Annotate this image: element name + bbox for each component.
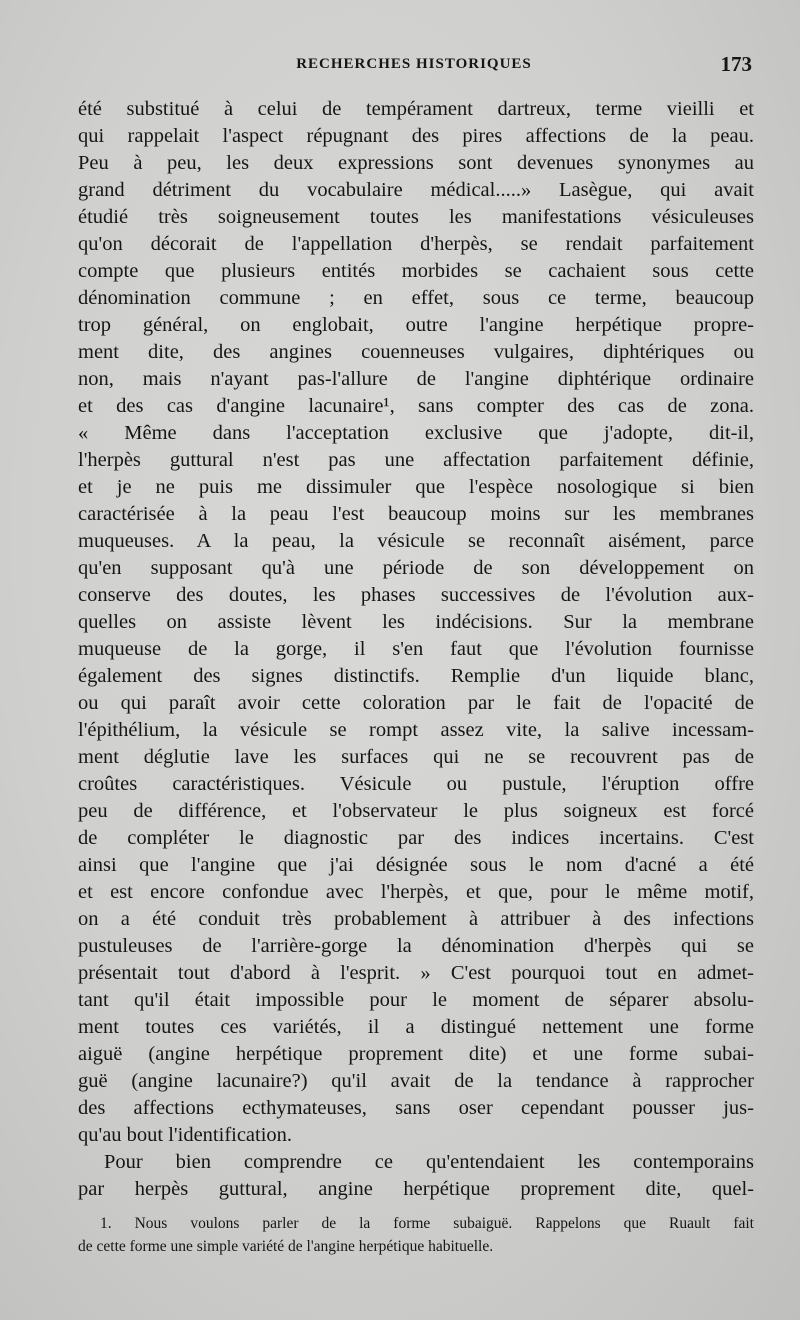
text-line: tant qu'il était impossible pour le moment de séparer absolu- xyxy=(78,989,754,1011)
text-line: qu'au bout l'identification. xyxy=(78,1124,293,1146)
text-line: muqueuse de la gorge, il s'en faut que l'évolution fournisse xyxy=(78,638,754,660)
text-line: et est encore confondue avec l'herpès, et que, pour le même motif, xyxy=(78,881,754,903)
text-line: muqueuses. A la peau, la vésicule se reconnaît aisément, parce xyxy=(78,530,754,552)
text-line: de compléter le diagnostic par des indices incertains. C'est xyxy=(78,827,754,849)
text-line: ou qui paraît avoir cette coloration par le fait de l'opacité de xyxy=(78,692,754,714)
running-head: RECHERCHES HISTORIQUES xyxy=(296,56,532,72)
page-number: 173 xyxy=(720,52,752,76)
text-line: ment déglutie lave les surfaces qui ne se recouvrent pas de xyxy=(78,746,754,768)
text-line: été substitué à celui de tempérament dartreux, terme vieilli et xyxy=(78,98,754,120)
text-line: présentait tout d'abord à l'esprit. » C'est pourquoi tout en admet- xyxy=(78,962,754,984)
text-line: l'herpès guttural n'est pas une affectation parfaitement définie, xyxy=(78,449,754,471)
text-line: compte que plusieurs entités morbides se cachaient sous cette xyxy=(78,260,754,282)
text-line: aiguë (angine herpétique proprement dite) et une forme subai- xyxy=(78,1043,754,1065)
text-line: pustuleuses de l'arrière-gorge la dénomination d'herpès qui se xyxy=(78,935,754,957)
main-text xyxy=(78,96,754,1203)
text-line: des affections ecthymateuses, sans oser cependant pousser jus- xyxy=(78,1097,754,1119)
text-line: par herpès guttural, angine herpétique proprement dite, quel- xyxy=(78,1178,754,1200)
text-line: également des signes distinctifs. Remplie d'un liquide blanc, xyxy=(78,665,754,687)
text-line: on a été conduit très probablement à attribuer à des infections xyxy=(78,908,754,930)
text-line: Peu à peu, les deux expressions sont devenues synonymes au xyxy=(78,152,754,174)
text-line: trop général, on englobait, outre l'angine herpétique propre- xyxy=(78,314,754,336)
text-line: et des cas d'angine lacunaire¹, sans compter des cas de zona. xyxy=(78,395,754,417)
footnotes xyxy=(78,1212,754,1258)
text-line: « Même dans l'acceptation exclusive que j'adopte, dit-il, xyxy=(78,422,754,444)
text-line: guë (angine lacunaire?) qu'il avait de la tendance à rapprocher xyxy=(78,1070,754,1092)
text-line: l'épithélium, la vésicule se rompt assez vite, la salive incessam- xyxy=(78,719,754,741)
text-line: qu'en supposant qu'à une période de son développement on xyxy=(78,557,754,579)
text-line: étudié très soigneusement toutes les manifestations vésiculeuses xyxy=(78,206,754,228)
page-header xyxy=(76,52,752,82)
text-line: qui rappelait l'aspect répugnant des pires affections de la peau. xyxy=(78,125,754,147)
text-line: caractérisée à la peau l'est beaucoup moins sur les membranes xyxy=(78,503,754,525)
text-line: dénomination commune ; en effet, sous ce terme, beaucoup xyxy=(78,287,754,309)
text-line: conserve des doutes, les phases successives de l'évolution aux- xyxy=(78,584,754,606)
text-line: et je ne puis me dissimuler que l'espèce nosologique si bien xyxy=(78,476,754,498)
text-line: ment dite, des angines couenneuses vulgaires, diphtériques ou xyxy=(78,341,754,363)
text-line: ment toutes ces variétés, il a distingué nettement une forme xyxy=(78,1016,754,1038)
text-line: quelles on assiste lèvent les indécisions. Sur la membrane xyxy=(78,611,754,633)
text-line: qu'on décorait de l'appellation d'herpès, se rendait parfaitement xyxy=(78,233,754,255)
footnote-line: 1. Nous voulons parler de la forme subaiguë. Rappelons que Ruault fait xyxy=(100,1215,754,1232)
text-line: grand détriment du vocabulaire médical.....» Lasègue, qui avait xyxy=(78,179,754,201)
text-line: ainsi que l'angine que j'ai désignée sous le nom d'acné a été xyxy=(78,854,754,876)
text-line: croûtes caractéristiques. Vésicule ou pustule, l'éruption offre xyxy=(78,773,754,795)
text-line: non, mais n'ayant pas-l'allure de l'angine diphtérique ordinaire xyxy=(78,368,754,390)
text-line: Pour bien comprendre ce qu'entendaient les contemporains xyxy=(104,1151,754,1173)
text-line: peu de différence, et l'observateur le plus soigneux est forcé xyxy=(78,800,754,822)
footnote-line: de cette forme une simple variété de l'angine herpétique habituelle. xyxy=(78,1238,494,1255)
